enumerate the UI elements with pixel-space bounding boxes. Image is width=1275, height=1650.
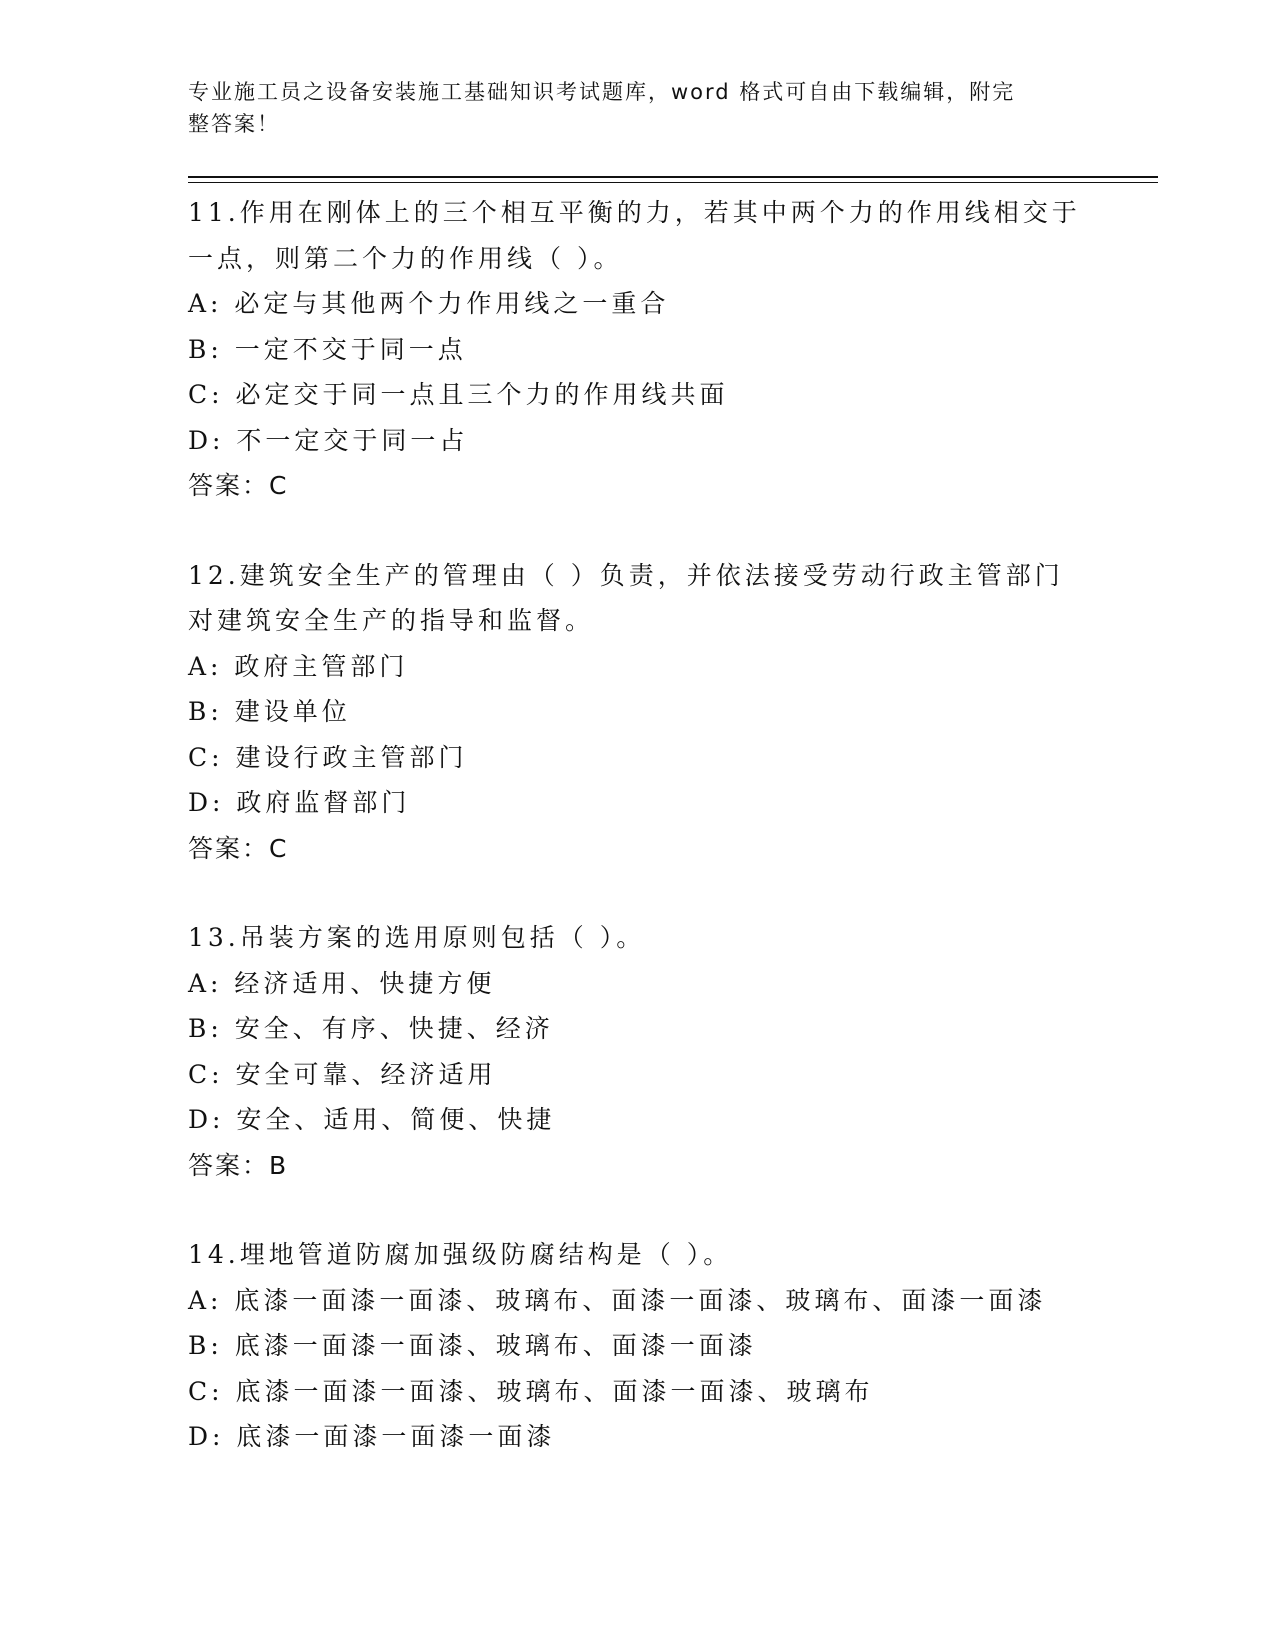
option-b: B: 底漆一面漆一面漆、玻璃布、面漆一面漆 (188, 1331, 757, 1360)
option-a: A: 底漆一面漆一面漆、玻璃布、面漆一面漆、玻璃布、面漆一面漆 (188, 1285, 1047, 1315)
question-11 (188, 190, 1088, 509)
question-list (188, 190, 1088, 1504)
question-12 (188, 553, 1088, 872)
question-stem-line-1: 11.作用在刚体上的三个相互平衡的力，若其中两个力的作用线相交于 (188, 198, 1081, 227)
answer-line: 答案：B (188, 1150, 289, 1180)
question-14 (188, 1232, 1088, 1460)
option-a: A: 必定与其他两个力作用线之一重合 (188, 289, 670, 318)
header-title-line-2: 整答案！ (188, 112, 280, 136)
option-c: C: 建设行政主管部门 (188, 742, 468, 772)
option-d: D: 政府监督部门 (188, 788, 411, 817)
option-d: D: 不一定交于同一占 (188, 425, 469, 455)
question-13 (188, 915, 1088, 1188)
question-stem-line-1: 14.埋地管道防腐加强级防腐结构是（ ）。 (188, 1240, 733, 1269)
option-c: C: 必定交于同一点且三个力的作用线共面 (188, 380, 729, 409)
header-divider-thin (188, 182, 1158, 183)
option-b: B: 一定不交于同一点 (188, 334, 467, 364)
option-c: C: 底漆一面漆一面漆、玻璃布、面漆一面漆、玻璃布 (188, 1376, 874, 1406)
option-a: A: 经济适用、快捷方便 (188, 968, 496, 998)
option-c: C: 安全可靠、经济适用 (188, 1059, 497, 1089)
option-d: D: 底漆一面漆一面漆一面漆 (188, 1422, 556, 1451)
answer-line: 答案：C (188, 833, 289, 863)
question-stem-line-1: 13.吊装方案的选用原则包括（ ）。 (188, 923, 646, 952)
option-a: A: 政府主管部门 (188, 651, 409, 681)
header-divider-thick (188, 176, 1158, 178)
question-stem-line-2: 一点，则第二个力的作用线（ ）。 (188, 243, 623, 273)
answer-line: 答案：C (188, 471, 289, 500)
question-stem-line-1: 12.建筑安全生产的管理由（ ）负责，并依法接受劳动行政主管部门 (188, 560, 1064, 590)
header-title-line-1: 专业施工员之设备安装施工基础知识考试题库，word 格式可自由下载编辑，附完 (188, 80, 1016, 104)
question-stem-line-2: 对建筑安全生产的指导和监督。 (188, 606, 595, 635)
option-b: B: 安全、有序、快捷、经济 (188, 1014, 554, 1043)
option-b: B: 建设单位 (188, 697, 351, 726)
document-header (188, 76, 1088, 140)
option-d: D: 安全、适用、简便、快捷 (188, 1105, 556, 1134)
